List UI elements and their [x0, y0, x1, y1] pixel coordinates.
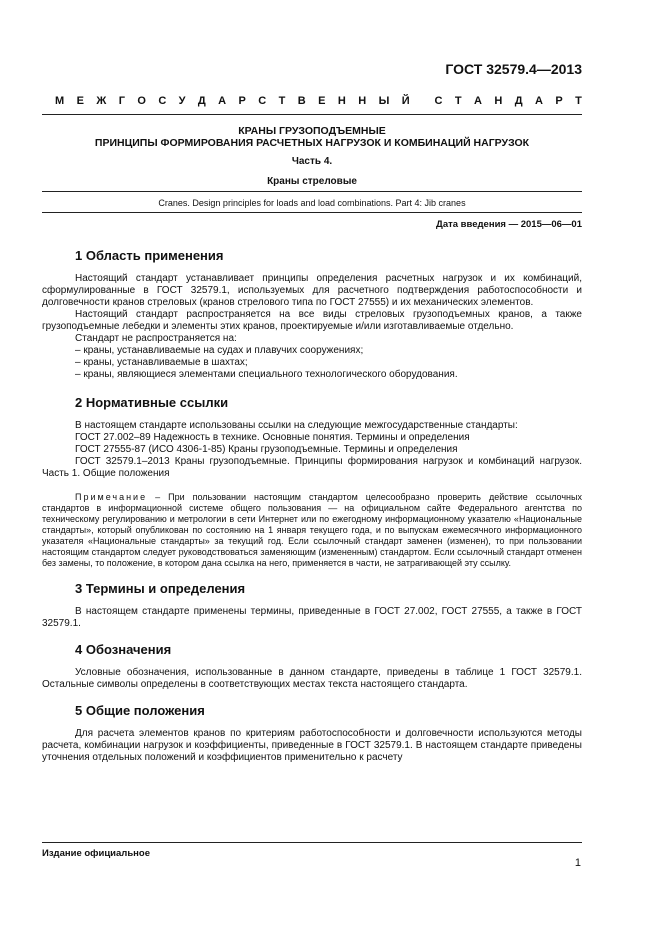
document-body	[42, 250, 582, 764]
note-label: Примечание	[75, 492, 148, 502]
banner-letter: Ы	[378, 95, 390, 107]
interstate-standard-banner	[55, 95, 582, 107]
section-3-heading: 3 Термины и определения	[75, 581, 246, 596]
section-1-paragraph: Настоящий стандарт устанавливает принципы определения расчетных нагрузок и их комбинаций, сформулированные в ГОСТ 32579.1, используемых для расчетного подтверждения работоспособности и долговечности кранов стреловых (кранов стрелового типа по ГОСТ 27555) и их механических элементов.	[42, 273, 582, 308]
banner-letter: Т	[454, 95, 462, 107]
list-item: – краны, устанавливаемые на судах и плавучих сооружениях;	[75, 345, 364, 356]
reference-item: ГОСТ 27555-87 (ИСО 4306-1-85) Краны грузоподъемные. Термины и определения	[75, 444, 458, 455]
section-3-paragraph: В настоящем стандарте применены термины, приведенные в ГОСТ 27.002, ГОСТ 27555, а также в ГОСТ 32579.1.	[42, 606, 582, 629]
banner-letter: У	[178, 95, 186, 107]
title-divider	[42, 191, 582, 192]
banner-letter: Й	[401, 95, 410, 107]
banner-letter: Д	[514, 95, 523, 107]
title-line-1: КРАНЫ ГРУЗОПОДЪЕМНЫЕ	[238, 125, 386, 137]
section-5-heading: 5 Общие положения	[75, 703, 205, 718]
english-title: Cranes. Design principles for loads and load combinations. Part 4: Jib cranes	[158, 198, 466, 208]
banner-letter: Н	[358, 95, 367, 107]
banner-letter: А	[534, 95, 543, 107]
banner-letter: О	[137, 95, 146, 107]
introduction-date	[436, 219, 582, 230]
section-1-paragraph: Настоящий стандарт распространяется на все виды стреловых грузоподъемных кранов, а также грузоподъемные лебедки и элементы этих кранов, проектируемые и/или изготавливаемые отдельно.	[42, 309, 582, 332]
section-1-paragraph: Стандарт не распространяется на:	[75, 333, 237, 344]
section-5-paragraph: Для расчета элементов кранов по критериям работоспособности и долговечности используются методы расчета, комбинации нагрузок и коэффициенты, приведенные в ГОСТ 32579.1. В настоящем стандарте приведены уточнения отдельных положений и коэффициентов применительно к расчету	[42, 728, 582, 763]
banner-letter: Д	[197, 95, 206, 107]
reference-item: ГОСТ 32579.1–2013 Краны грузоподъемные. Принципы формирования нагрузок и комбинаций нагрузок. Часть 1. Общие положения	[42, 456, 582, 479]
banner-letter: Р	[555, 95, 563, 107]
intro-date-value: — 2015—06—01	[505, 219, 582, 230]
banner-letter: Н	[494, 95, 503, 107]
section-4-paragraph: Условные обозначения, использованные в данном стандарте, приведены в таблице 1 ГОСТ 32579.1. Остальные символы определены в соответствующих местах текста настоящего стандарта.	[42, 667, 582, 690]
official-edition-label: Издание официальное	[42, 848, 150, 859]
section-2-heading: 2 Нормативные ссылки	[75, 395, 229, 410]
banner-letter: В	[297, 95, 306, 107]
banner-letter: Т	[278, 95, 286, 107]
banner-letter: М	[55, 95, 65, 107]
list-item: – краны, устанавливаемые в шахтах;	[75, 357, 248, 368]
intro-date-label: Дата введения	[436, 219, 506, 230]
section-2-paragraph: В настоящем стандарте использованы ссылки на следующие межгосударственные стандарты:	[75, 420, 518, 431]
banner-letter: Т	[575, 95, 582, 107]
document-subtitle: Краны стреловые	[267, 176, 357, 187]
banner-letter: А	[218, 95, 227, 107]
section-1-heading: 1 Область применения	[75, 248, 224, 263]
banner-letter: Е	[76, 95, 84, 107]
banner-letter: С	[158, 95, 167, 107]
list-item: – краны, являющиеся элементами специального технологического оборудования.	[75, 369, 458, 380]
banner-letter: Е	[318, 95, 326, 107]
english-divider	[42, 212, 582, 213]
reference-item: ГОСТ 27.002–89 Надежность в технике. Основные понятия. Термины и определения	[75, 432, 470, 443]
footer-divider	[42, 842, 582, 843]
standard-code: ГОСТ 32579.4—2013	[445, 61, 582, 77]
section-4-heading: 4 Обозначения	[75, 642, 172, 657]
banner-letter: Н	[337, 95, 346, 107]
banner-letter: Ж	[96, 95, 107, 107]
document-title	[42, 125, 582, 149]
banner-letter: С	[258, 95, 267, 107]
note-block	[42, 492, 582, 569]
note-text: – При пользовании настоящим стандартом целесообразно проверить действие ссылочных стандартов в информационной системе общего пользования — на официальном сайте Федерального агентства по техническому регулированию и метрологии в сети Интернет или по ежегодному информационному указателю «Национальные стандарты», который опубликован по состоянию на 1 января текущего года, и по выпускам ежемесячного информационного указателя «Национальные стандарты» за текущий год. Если ссылочный стандарт заменен (изменен), то при пользовании настоящим стандартом следует руководствоваться заменяющим (измененным) стандартом. Если ссылочный стандарт отменен без замены, то положение, в котором дана ссылка на него, применяется в части, не затрагивающей эту ссылку.	[42, 492, 582, 568]
part-number: Часть 4.	[291, 156, 333, 167]
page-number: 1	[574, 857, 581, 869]
banner-letter: Р	[238, 95, 246, 107]
title-line-2: ПРИНЦИПЫ ФОРМИРОВАНИЯ РАСЧЕТНЫХ НАГРУЗОК И КОМБИНАЦИЙ НАГРУЗОК	[94, 137, 530, 149]
banner-letter: А	[474, 95, 482, 107]
banner-letter: Г	[118, 95, 125, 107]
header-divider	[42, 114, 582, 115]
banner-letter: С	[434, 95, 443, 107]
